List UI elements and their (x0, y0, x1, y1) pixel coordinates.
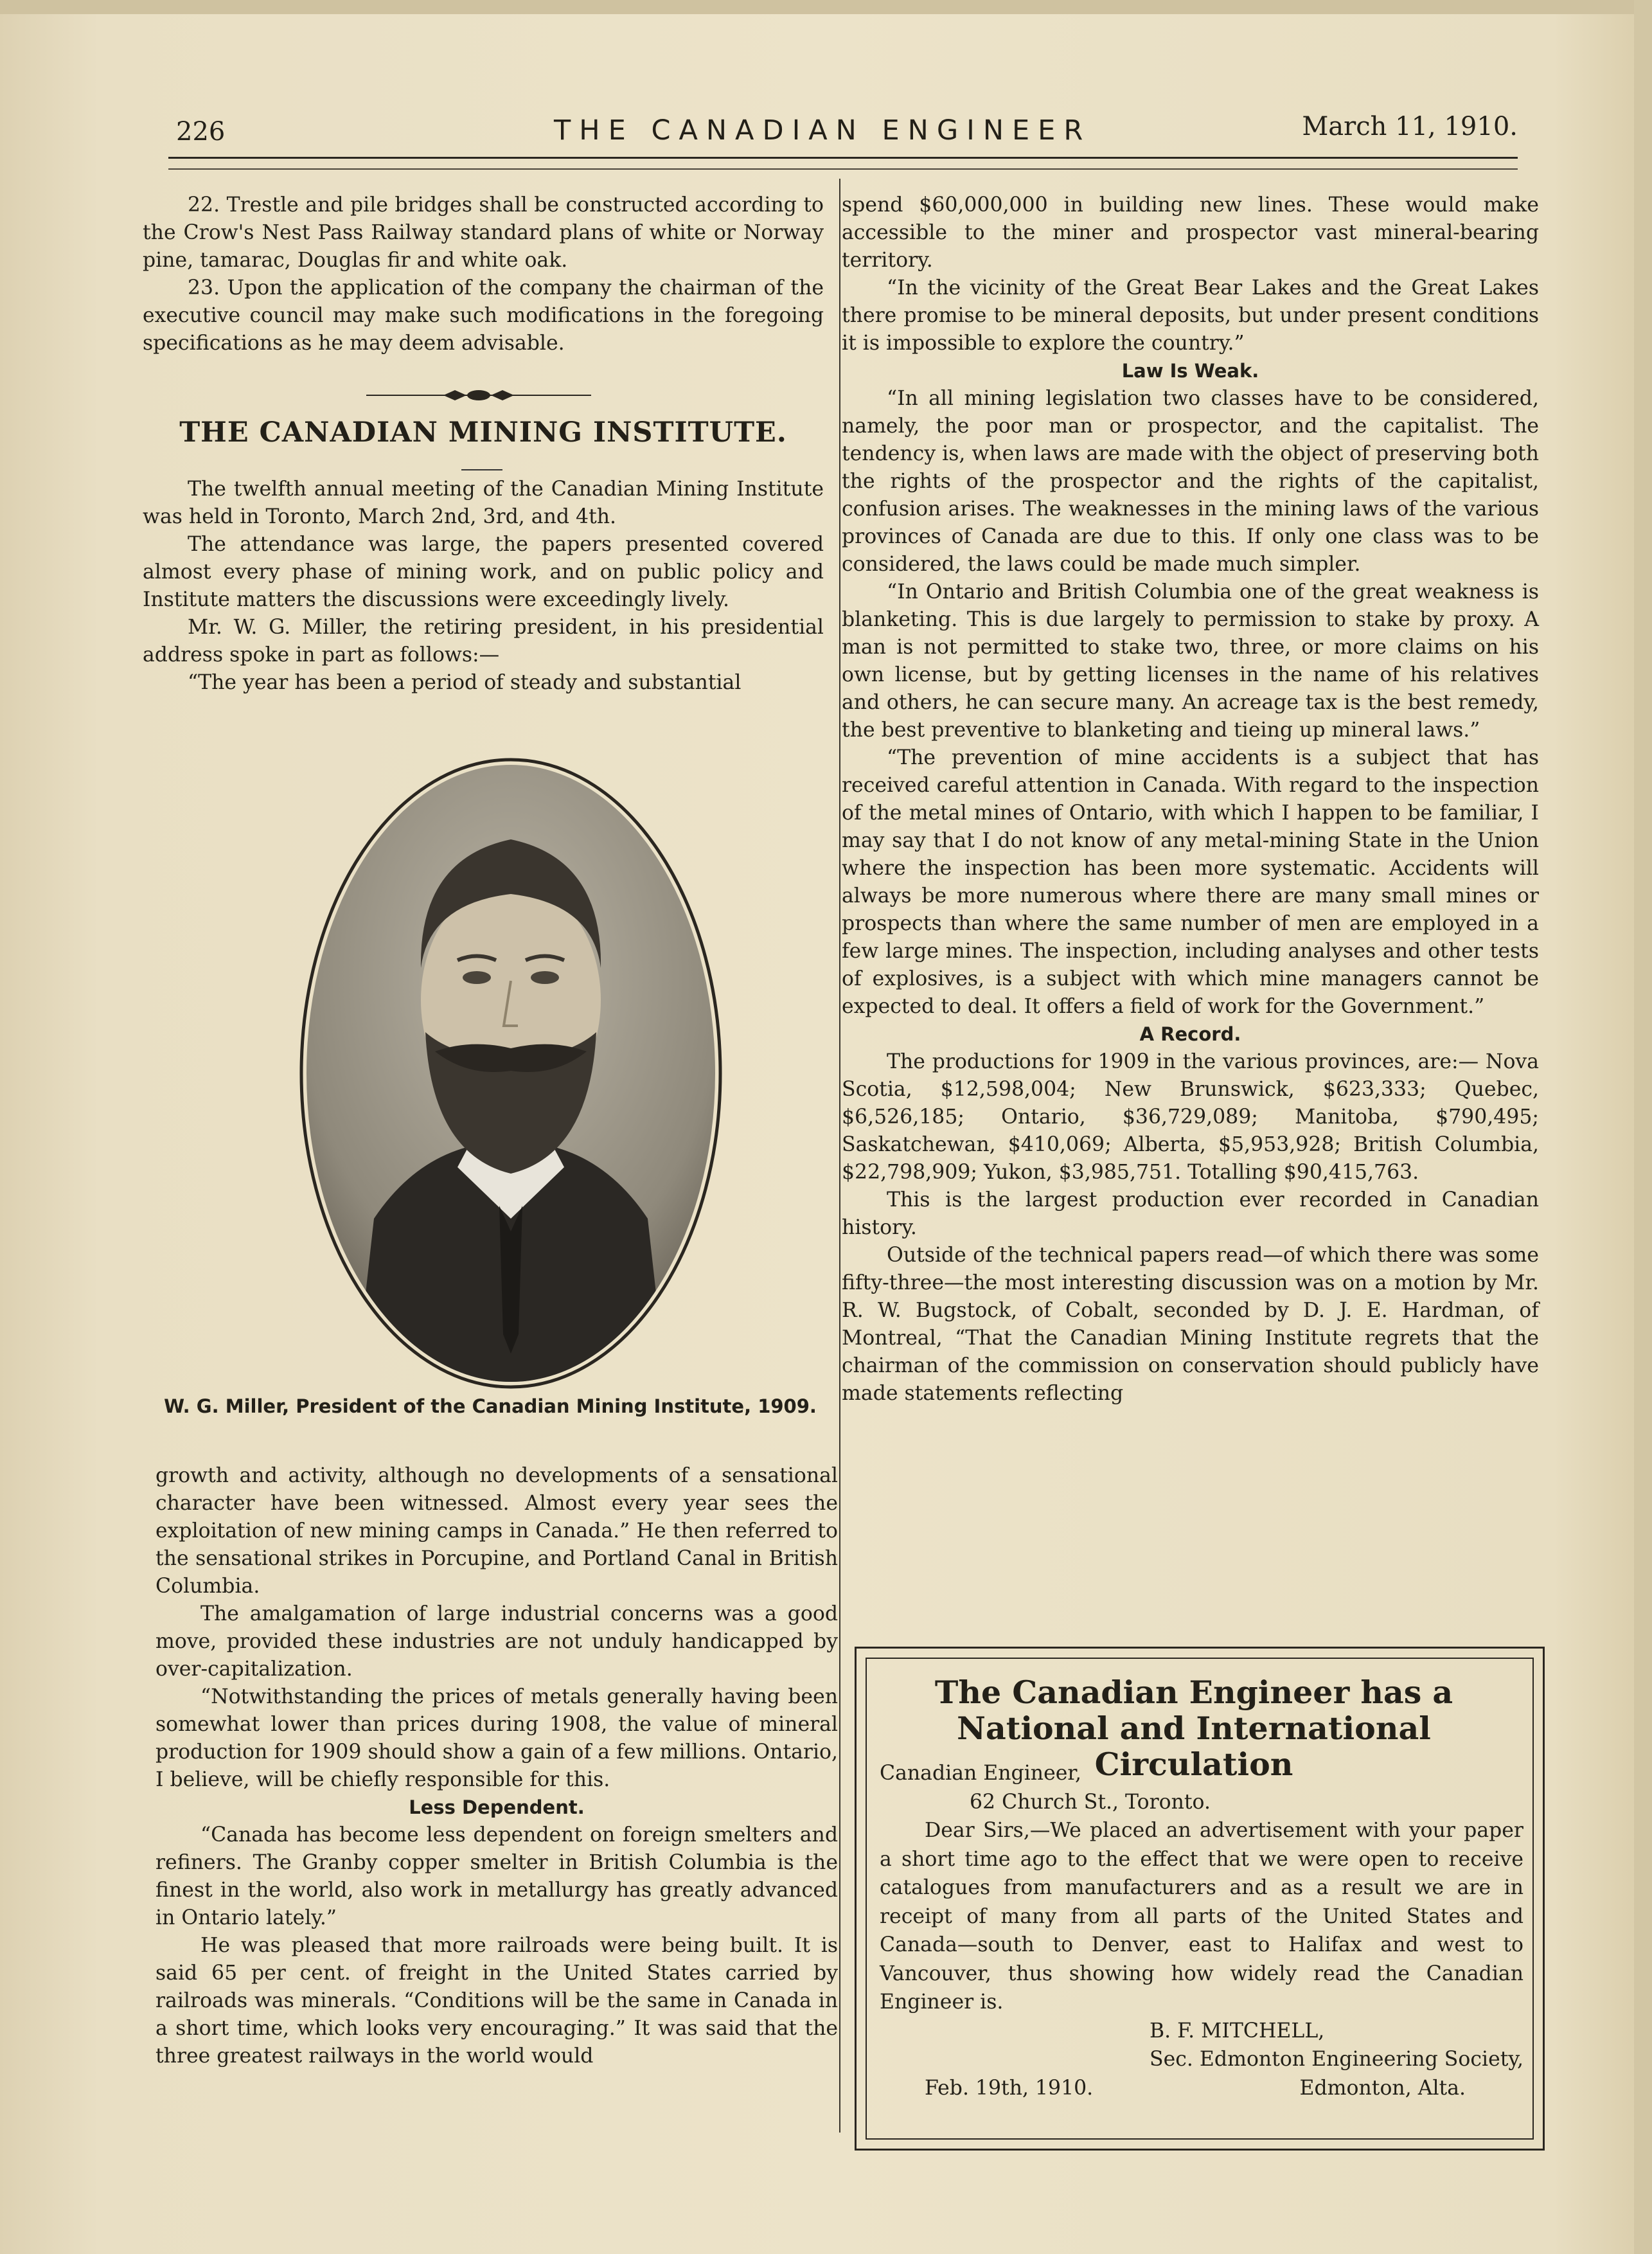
ad-letter (880, 1759, 1523, 2102)
journal-title: THE CANADIAN ENGINEER (554, 114, 1092, 147)
page-edge (0, 0, 1652, 14)
subheading-law-is-weak: Law Is Weak. (1121, 360, 1259, 382)
paragraph: This is the largest production ever recorded in Canadian history. (842, 1188, 1539, 1239)
column-divider (839, 179, 840, 2133)
paragraph: “In all mining legislation two classes have to be considered, namely, the poor man or prospector, and the capitalist. The tendency is, when laws are made with the object of preserving both the rights of the prospector and the rights of the capitalist, confusion arises. The weaknesses in the mining laws of the various provinces of Canada are due to this. If only one class was to be considered, the laws could be made much simpler. (842, 387, 1539, 576)
issue-date: March 11, 1910. (1302, 112, 1518, 141)
paragraph: “In Ontario and British Columbia one of the great weakness is blanketing. This is due largely to permission to stake by proxy. A man is not permitted to stake two, three, or more claims on his own license, but by getting licenses in the name of his relatives and others, he can secure many. An acreage tax is the best remedy, the best preventive to blanketing and tieing up mineral laws.” (842, 580, 1539, 742)
ad-signer-title: Sec. Edmonton Engineering Society, (1150, 2048, 1523, 2071)
page-edge (1634, 0, 1652, 2254)
subheading-a-record: A Record. (1139, 1023, 1241, 1045)
paragraph: Outside of the technical papers read—of which there was some fifty-three—the most interesting discussion was on a motion by Mr. R. W. Bugstock, of Cobalt, seconded by D. J. E. Hardman, of Montreal, “That the Canadian Mining Institute regrets that the chairman of the commission on conservation should publicly have made statements reflecting (842, 1244, 1539, 1405)
paragraph: “Canada has become less dependent on foreign smelters and refiners. The Granby copper smelter in British Columbia is the finest in the world, also work in metallurgy has greatly advanced in Ontario lately.” (155, 1823, 838, 1929)
page-number: 226 (176, 117, 226, 147)
paragraph: He was pleased that more railroads were being built. It is said 65 per cent. of freight in the United States carried by railroads was minerals. “Conditions will be the same in Canada in a short time, which looks very encouraging.” It was said that the three greatest railways in the world would (155, 1934, 838, 2068)
running-header (168, 109, 1518, 154)
title-rule (461, 469, 502, 470)
paragraph: The amalgamation of large industrial concerns was a good move, provided these industries are not unduly handicapped by over-capitalization. (155, 1602, 838, 1681)
article-title: THE CANADIAN MINING INSTITUTE. (179, 416, 787, 449)
paragraph: The attendance was large, the papers presented covered almost every phase of mining work, and on public policy and Institute matters the discussions were exceedingly lively. (143, 533, 824, 611)
paragraph: Mr. W. G. Miller, the retiring president, in his presidential address spoke in part as follows:— (143, 616, 824, 666)
ad-footer (880, 2074, 1523, 2103)
left-column-top (143, 192, 824, 357)
ad-address-line: Canadian Engineer, (880, 1762, 1081, 1785)
paragraph: The productions for 1909 in the various provinces, are:— Nova Scotia, $12,598,004; New Brunswick, $623,333; Quebec, $6,526,185; Ontario, $36,729,089; Manitoba, $790,495; Saskatchewan, $410,069; Alberta, $5,953,928; British Columbia, $22,798,909; Yukon, $3,985,751. Totalling $90,415,763. (842, 1050, 1539, 1184)
ad-title: The Canadian Engineer has a National and International Circulation (934, 1674, 1453, 1783)
paragraph: 23. Upon the application of the company the chairman of the executive council may make such modifications in the foregoing specifications as he may deem advisable. (143, 276, 824, 355)
left-column-bottom (155, 1462, 838, 2070)
header-rule (168, 168, 1518, 170)
ad-address-line: 62 Church St., Toronto. (970, 1790, 1211, 1814)
paragraph: “The year has been a period of steady and substantial (188, 671, 742, 694)
subheading-less-dependent: Less Dependent. (409, 1796, 585, 1818)
paragraph: growth and activity, although no developments of a sensational character have been witnessed. Almost every year sees the exploitation of new mining camps in Canada.” He then referred to the sensational strikes in Porcupine, and Portland Canal in British Columbia. (155, 1464, 838, 1598)
paragraph: “In the vicinity of the Great Bear Lakes and the Great Lakes there promise to be mineral deposits, but under present conditions it is impossible to explore the country.” (842, 276, 1539, 355)
paragraph: spend $60,000,000 in building new lines. These would make accessible to the miner and prospector vast mineral-bearing territory. (842, 193, 1539, 272)
portrait-photo (297, 756, 725, 1391)
ad-signer: B. F. MITCHELL, (1150, 2019, 1325, 2043)
header-rule (168, 157, 1518, 159)
ad-letter-date: Feb. 19th, 1910. (925, 2076, 1094, 2100)
ad-location: Edmonton, Alta. (1299, 2076, 1466, 2100)
photo-caption: W. G. Miller, President of the Canadian Mining Institute, 1909. (164, 1395, 817, 1417)
ornament-divider (366, 384, 591, 406)
paragraph: 22. Trestle and pile bridges shall be constructed according to the Crow's Nest Pass Railway standard plans of white or Norway pine, tamarac, Douglas fir and white oak. (143, 193, 824, 272)
right-column (842, 192, 1539, 1408)
paragraph: The twelfth annual meeting of the Canadian Mining Institute was held in Toronto, March 2nd, 3rd, and 4th. (143, 478, 824, 528)
paragraph: “Notwithstanding the prices of metals generally having been somewhat lower than prices during 1908, the value of mineral production for 1909 should show a gain of a few millions. Ontario, I believe, will be chiefly responsible for this. (155, 1685, 838, 1791)
ad-letter-body: Dear Sirs,—We placed an advertisement with your paper a short time ago to the effect that we were open to receive catalogues from manufacturers and as a result we are in receipt of many from all parts of the United States and Canada—south to Denver, east to Halifax and west to Vancouver, thus showing how widely read the Canadian Engineer is. (880, 1819, 1523, 2014)
article-intro (143, 476, 824, 697)
circulation-advertisement (855, 1647, 1545, 2151)
paragraph: “The prevention of mine accidents is a subject that has received careful attention in Canada. With regard to the inspection of the metal mines of Ontario, with which I happen to be familiar, I may say that I do not know of any metal-mining State in the Union where the inspection has been more systematic. Accidents will always be more numerous where there are many small mines or prospects than where the same number of men are employed in a few large mines. The inspection, including analyses and other tests of explosives, is a subject with which mine managers cannot be expected to deal. It offers a field of work for the Government.” (842, 746, 1539, 1018)
